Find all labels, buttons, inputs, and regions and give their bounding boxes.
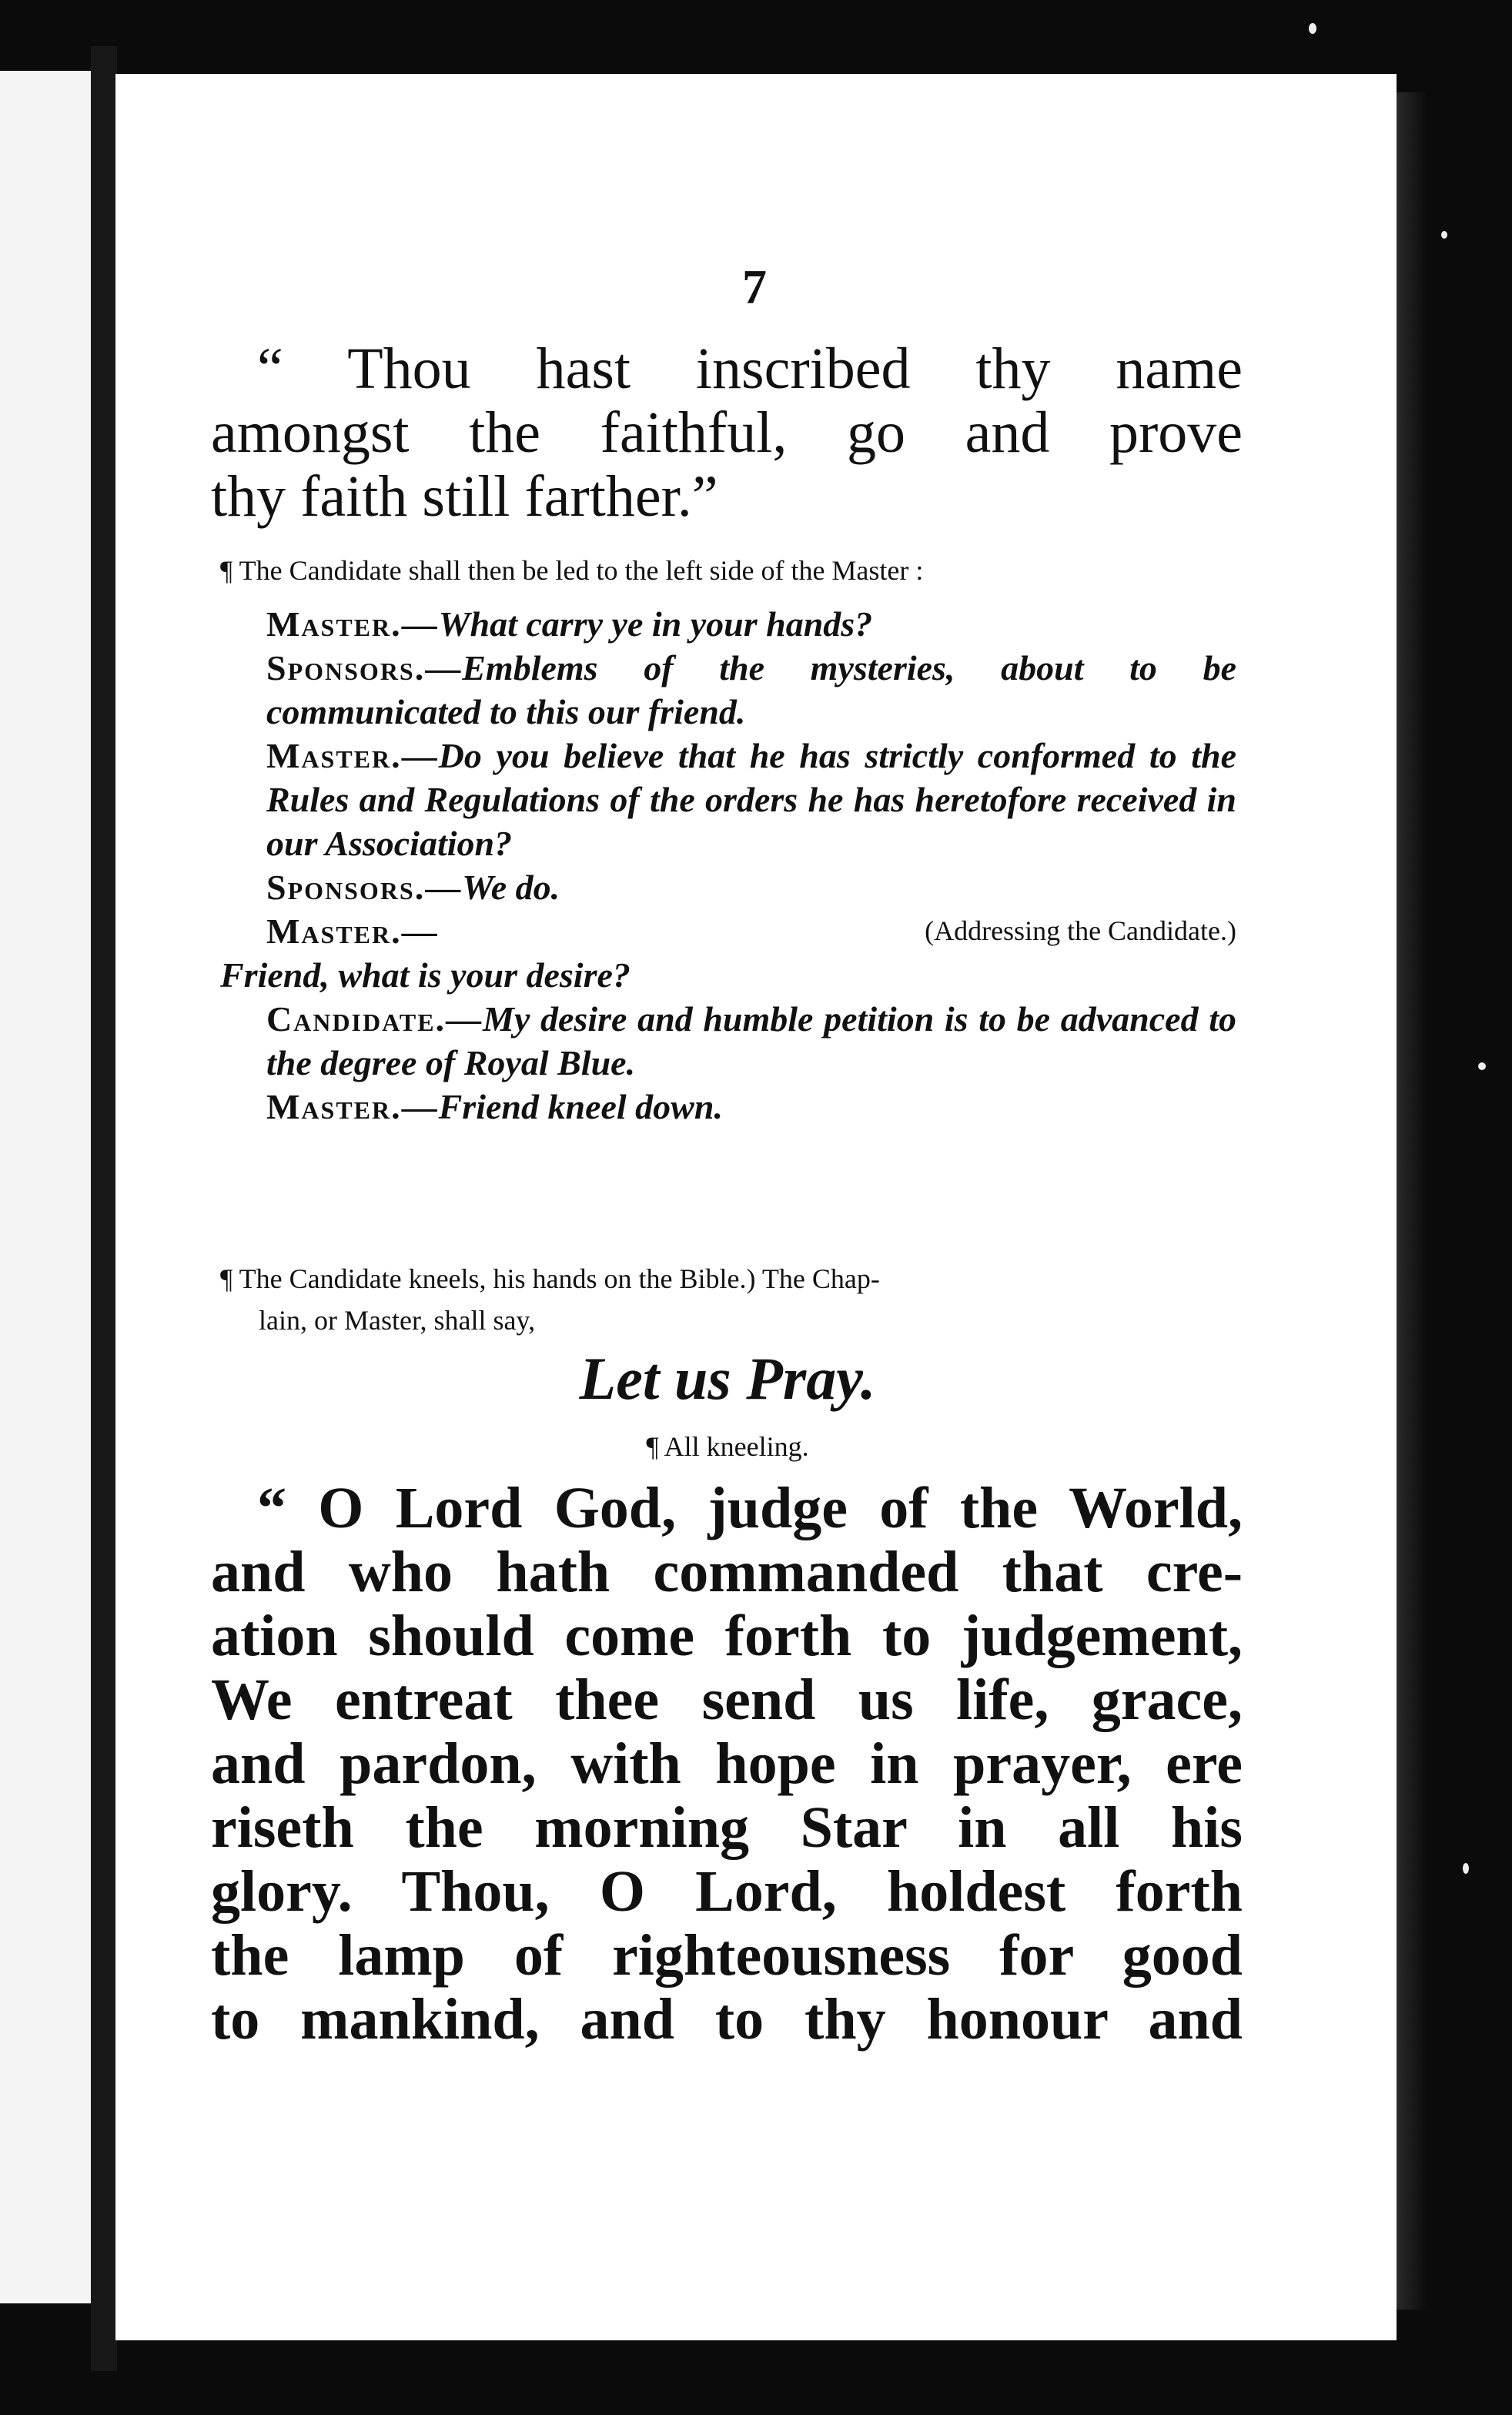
prayer-line: glory. Thou, O Lord, holdest forth xyxy=(211,1859,1243,1924)
speech: My desire and humble petition is to be advanced to the degree of Royal Blue. xyxy=(266,999,1236,1082)
speech: Do you believe that he has strictly conformed to the Rules and Regulations of the orders he has heretofore received in our Association? xyxy=(266,736,1236,863)
speech: Friend kneel down. xyxy=(438,1087,723,1126)
speech: What carry ye in your hands? xyxy=(438,604,873,644)
dialogue-line xyxy=(220,997,1236,1085)
prayer-line: to mankind, and to thy honour and xyxy=(211,1987,1243,2052)
prayer-paragraph xyxy=(211,1477,1243,2052)
facing-page-edge xyxy=(0,71,91,2303)
scan-speck xyxy=(1463,1863,1469,1874)
dialogue-line xyxy=(220,909,1236,953)
prayer-line: the lamp of righteousness for good xyxy=(211,1923,1243,1988)
dialogue-line xyxy=(220,646,1236,734)
prayer-line: ation should come forth to judgement, xyxy=(211,1604,1243,1668)
rubric-kneeling: ¶ All kneeling. xyxy=(646,1431,809,1462)
speaker: Master.— xyxy=(266,911,439,951)
rubric-line: lain, or Master, shall say, xyxy=(259,1305,536,1336)
speaker: Master.— xyxy=(266,736,439,775)
rubric-note: ¶ The Candidate shall then be led to the left side of the Master : xyxy=(220,555,924,586)
speaker: Candidate.— xyxy=(266,999,483,1039)
speech: We do. xyxy=(462,868,560,907)
rubric-line: ¶ The Candidate kneels, his hands on the Bible.) The Chap- xyxy=(220,1263,880,1294)
speaker: Master.— xyxy=(266,1087,439,1126)
book-page xyxy=(115,74,1397,2340)
speech: Friend, what is your desire? xyxy=(220,955,631,995)
dialogue-line xyxy=(220,602,1236,646)
page-number: 7 xyxy=(742,259,767,314)
opening-line: amongst the faithful, go and prove xyxy=(211,400,1243,465)
prayer-line: We entreat thee send us life, grace, xyxy=(211,1667,1243,1732)
section-heading: Let us Pray. xyxy=(579,1345,876,1412)
stage-direction: (Addressing the Candidate.) xyxy=(925,915,1236,946)
opening-line: “ Thou hast inscribed thy name xyxy=(257,336,1243,401)
rubric-note xyxy=(220,1258,1236,1341)
prayer-line: “ O Lord God, judge of the World, xyxy=(257,1476,1243,1540)
scan-speck xyxy=(1309,23,1316,34)
dialogue-line xyxy=(220,734,1236,865)
dialogue-line xyxy=(220,865,1236,909)
scan-speck xyxy=(1441,231,1447,239)
book-gutter xyxy=(91,46,117,2371)
dialogue xyxy=(220,602,1236,1129)
opening-line: thy faith still farther.” xyxy=(211,464,718,529)
prayer-line: riseth the morning Star in all his xyxy=(211,1795,1243,1860)
speaker: Master.— xyxy=(266,604,439,644)
speech: Emblems of the mysteries, about to be communicated to this our friend. xyxy=(266,648,1236,731)
prayer-line: and pardon, with hope in prayer, ere xyxy=(211,1731,1243,1796)
speaker: Sponsors.— xyxy=(266,648,463,687)
speaker: Sponsors.— xyxy=(266,868,463,907)
prayer-line: and who hath commanded that cre- xyxy=(211,1540,1243,1604)
dialogue-line xyxy=(220,1085,1236,1129)
opening-paragraph xyxy=(211,337,1243,529)
scan-speck xyxy=(1478,1062,1486,1070)
page-edge-shadow xyxy=(1397,92,1427,2310)
